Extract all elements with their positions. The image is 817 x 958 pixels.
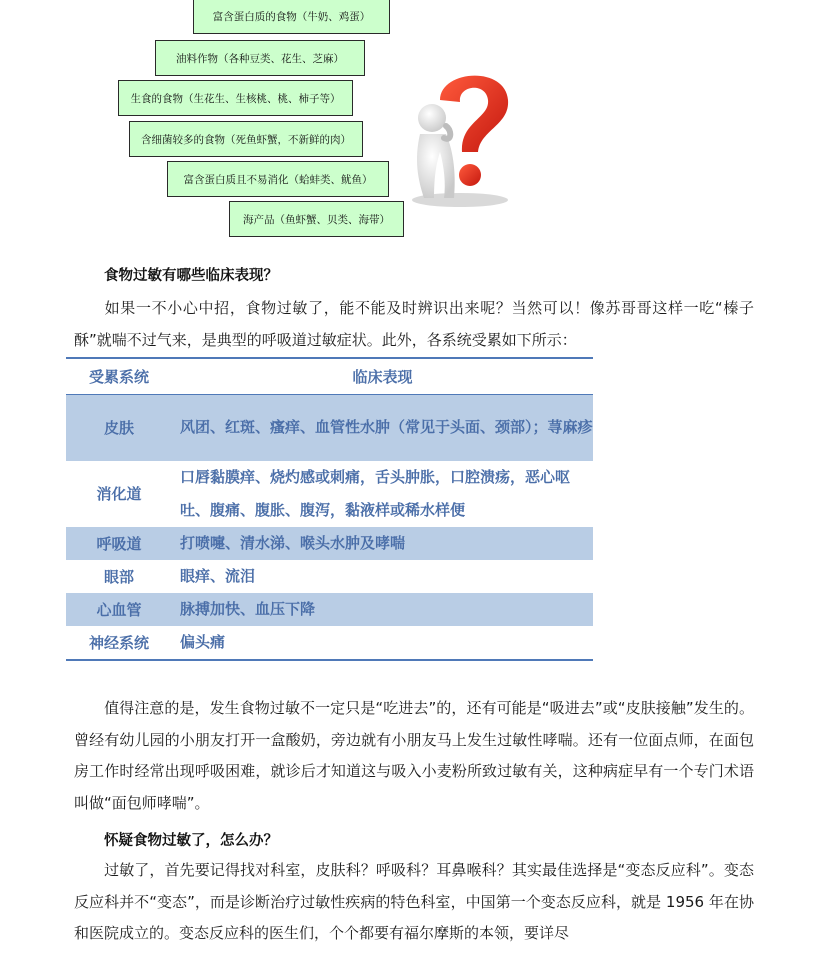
system-cell: 眼部 — [103, 567, 134, 586]
system-cell: 皮肤 — [66, 395, 172, 461]
symptom-cell: 眼痒、流泪 — [180, 566, 256, 585]
table-row — [66, 527, 593, 560]
system-cell: 神经系统 — [66, 626, 172, 660]
symptom-cell: 打喷嚏、清水涕、喉头水肿及哮喘 — [172, 527, 593, 560]
table-header: 临床表现 — [172, 358, 593, 395]
symptom-cell: 偏头痛 — [172, 626, 593, 660]
section-heading: 怀疑食物过敏了，怎么办？ — [104, 833, 278, 849]
table-row — [66, 593, 593, 626]
food-box: 含细菌较多的食物（死鱼虾蟹，不新鲜的肉） — [129, 121, 363, 157]
symptom-cell: 脉搏加快、血压下降 — [172, 593, 593, 626]
question-mark-person-icon — [400, 60, 520, 210]
paragraph: 过敏了，首先要记得找对科室，皮肤科？呼吸科？耳鼻喉科？其实最佳选择是“变态反应科”。变态反应科并不“变态”，而是诊断治疗过敏性疾病的特色科室，中国第一个变态反应科，就是 1956 年在协和医院成立的。变态反应科的医生们，个个都要有福尔摩斯的本领，要详尽 — [74, 861, 754, 942]
symptom-table — [66, 357, 593, 661]
system-cell: 心血管 — [66, 593, 172, 626]
food-box: 生食的食物（生花生、生核桃、桃、柿子等） — [118, 80, 353, 116]
symptom-cell: 风团、红斑、瘙痒、血管性水肿（常见于头面、颈部）；荨麻疹 — [172, 395, 593, 461]
system-cell: 呼吸道 — [66, 527, 172, 560]
table-row — [66, 626, 593, 660]
paragraph: 值得注意的是，发生食物过敏不一定只是“吃进去”的，还有可能是“吸进去”或“皮肤接触”发生的。曾经有幼儿园的小朋友打开一盒酸奶，旁边就有小朋友马上发生过敏性哮喘。还有一位面点师，在面包房工作时经常出现呼吸困难，就诊后才知道这与吸入小麦粉所致过敏有关，这种病症早有一个专门术语叫做“面包师哮喘”。 — [74, 699, 754, 812]
food-box: 富含蛋白质且不易消化（蛤蚌类、鱿鱼） — [167, 161, 389, 197]
table-row — [66, 395, 593, 461]
table-row — [66, 461, 593, 527]
food-box: 油料作物（各种豆类、花生、芝麻） — [155, 40, 365, 76]
paragraph: 如果一不小心中招，食物过敏了，能不能及时辨识出来呢？当然可以！像苏哥哥这样一吃“榛子酥”就喘不过气来，是典型的呼吸道过敏症状。此外，各系统受累如下所示： — [74, 299, 754, 349]
table-row — [66, 560, 593, 593]
food-box: 海产品（鱼虾蟹、贝类、海带） — [229, 201, 404, 237]
symptom-cell: 口唇黏膜痒、烧灼感或刺痛，舌头肿胀，口腔溃疡，恶心呕吐、腹痛、腹胀、腹泻，黏液样或稀水样便 — [180, 467, 571, 519]
table-header: 受累系统 — [66, 358, 172, 395]
section-heading: 食物过敏有哪些临床表现？ — [104, 268, 278, 284]
food-box: 富含蛋白质的食物（牛奶、鸡蛋） — [193, 0, 390, 34]
system-cell: 消化道 — [96, 485, 142, 503]
